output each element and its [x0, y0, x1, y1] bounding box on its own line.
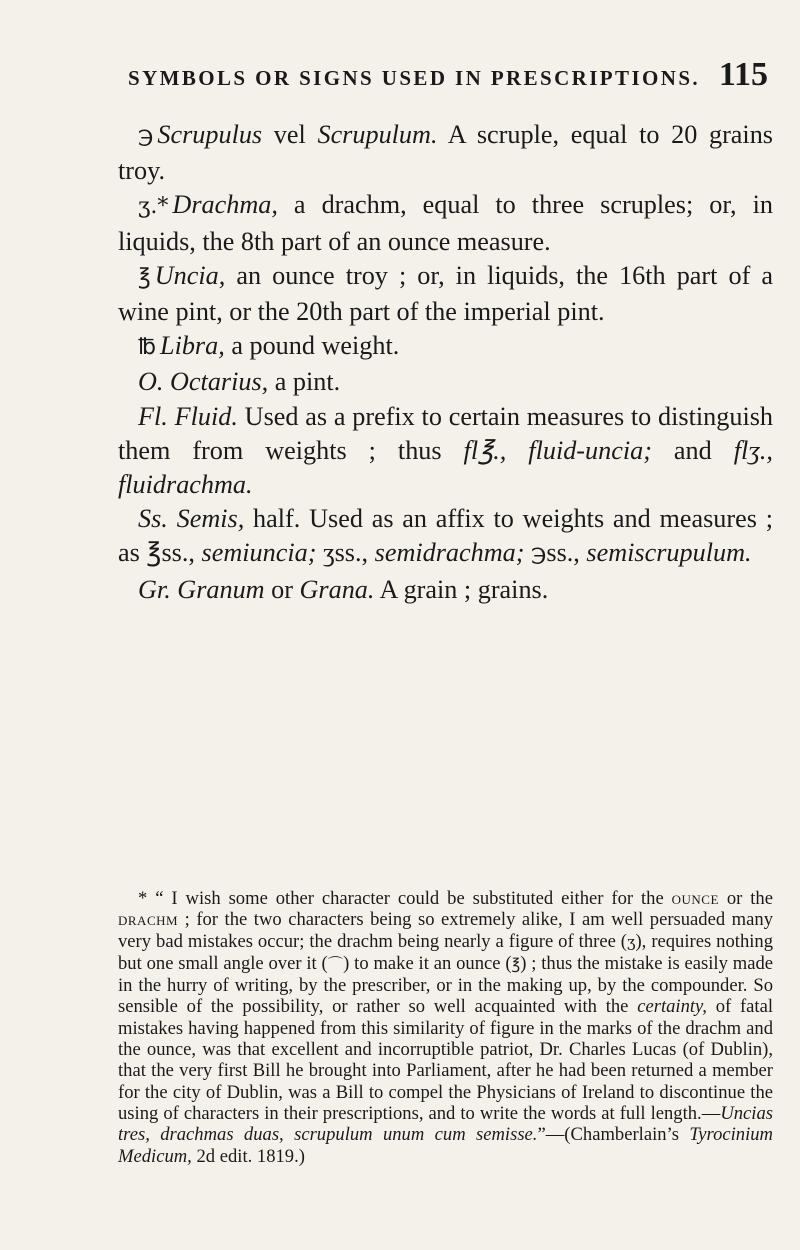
entry-pint: O. Octarius, a pint. — [138, 367, 341, 397]
entry-pound: ℔ Libra, a pound weight. — [138, 331, 400, 361]
entry-ounce: ℥ Uncia, an ounce troy ; or, in liquids, the 16th part of a wine pint, or the 20th part of the imperial pint. — [118, 260, 773, 327]
drachm-glyph: ʒ — [627, 932, 636, 951]
page-number: 115 — [718, 56, 768, 93]
entry-grain: Gr. Granum or Grana. A grain ; grains. — [138, 574, 549, 604]
angle-glyph: ⌒ — [327, 954, 344, 973]
scruple-symbol-inline: ℈ — [531, 542, 547, 568]
ounce-glyph: ℥ — [511, 954, 521, 973]
entry-fluid: Fl. Fluid. Used as a prefix to certain measures to distinguish them from weights ; thus fl℥., fluid-uncia; and flʒ., fluidrachma. — [118, 401, 774, 500]
pound-symbol: ℔ — [138, 335, 156, 361]
entry-drachm: ʒ.* Drachma, a drachm, equal to three scruples; or, in liquids, the 8th part of an ounce measure. — [118, 190, 773, 256]
drachm-symbol: ʒ.* — [138, 194, 169, 220]
scruple-symbol: ℈ — [138, 124, 154, 149]
running-head — [128, 56, 768, 104]
symbols-list — [118, 118, 773, 607]
entry-scruple: ℈ Scrupulus vel Scrupulum. A scruple, equal to 20 grains troy. — [118, 120, 773, 186]
entry-half: Ss. Semis, half. Used as an affix to weights and measures ; as ℥ss., semiuncia; ʒss., semidrachma; ℈ss., semiscrupulum. — [118, 504, 773, 568]
ounce-symbol: ℥ — [138, 264, 151, 290]
footnote: * “ I wish some other character could be substituted either for the ounce or the drachm ; for the two characters being so extremely alike, I am well persuaded many very bad mistakes occur; the drachm being nearly a figure of three (ʒ), requires nothing but one small angle over it (⌒) to make it an ounce (℥) ; thus the mistake is easily made in the hurry of writing, by the prescriber, or in the making up, by the compounder. So sensible of the possibility, or rather so well acquainted with the certainty, of fatal mistakes having happened from this similarity of figure in the marks of the drachm and the ounce, was that excellent and incorruptible patriot, Dr. Charles Lucas (of Dublin), that the very first Bill he brought into Parliament, after he had been returned a member for the city of Dublin, was a Bill to compel the Physicians of Ireland to discontinue the using of characters in their prescriptions, and to write the words at full length.—Uncias tres, drachmas duas, scrupulum unum cum semisse.”—(Chamberlain’s Tyrocinium Medicum, 2d edit. 1819.) — [118, 888, 774, 1167]
running-head-title: SYMBOLS OR SIGNS USED IN PRESCRIPTIONS. — [128, 66, 701, 90]
